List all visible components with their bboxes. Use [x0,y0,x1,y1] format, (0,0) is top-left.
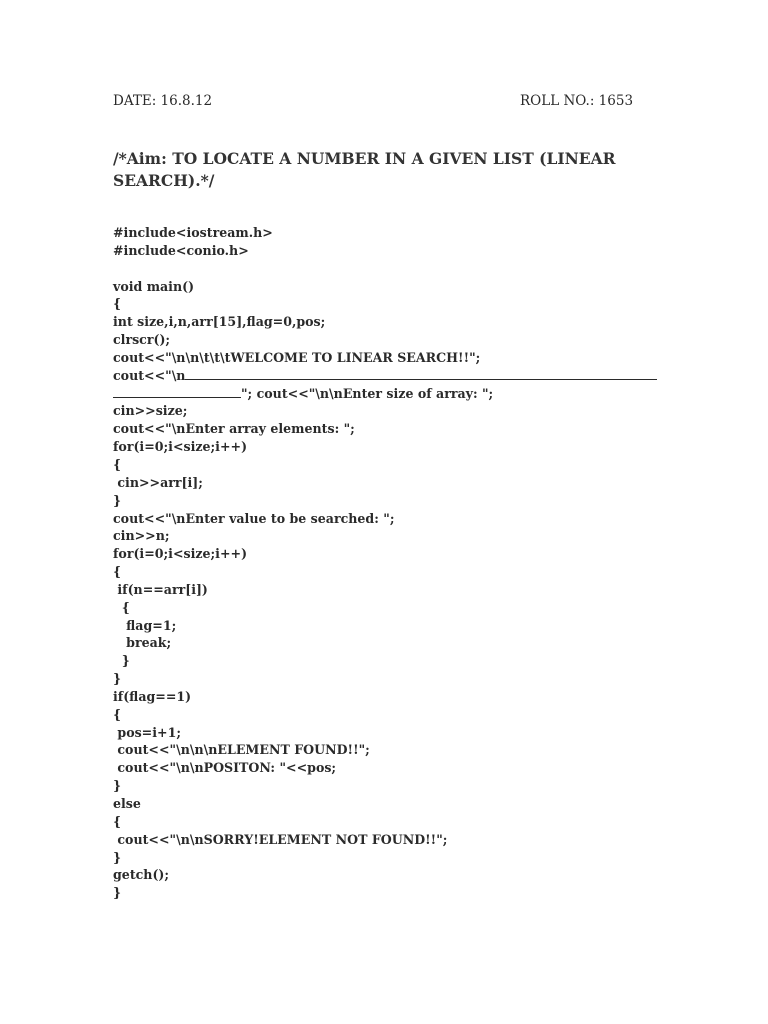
code-line: #include<conio.h> [113,242,249,258]
code-line: int size,i,n,arr[15],flag=0,pos; [113,314,326,330]
code-line: } [113,492,122,508]
aim-line-1: /*Aim: TO LOCATE A NUMBER IN A GIVEN LIST (LINEAR [113,149,616,168]
code-line: } [113,885,122,901]
code-line: if(flag==1) [113,688,192,704]
code-line: cout<<"\n\nSORRY!ELEMENT NOT FOUND!!"; [113,831,448,847]
code-line-underscore-end [113,385,658,403]
aim-line-2: SEARCH).*/ [113,171,215,190]
code-line: { [113,813,122,829]
code-line: if(n==arr[i]) [113,581,208,597]
code-line: void main() [113,278,195,294]
code-line: } [113,671,122,687]
code-line: for(i=0;i<size;i++) [113,546,248,562]
aim-heading [113,148,653,192]
code-line: } [113,849,122,865]
code-line: cin>>n; [113,528,170,544]
code-line: cout<<"\n\n\nELEMENT FOUND!!"; [113,742,370,758]
code-line-blank [113,260,658,278]
code-line: { [113,564,122,580]
code-line: { [113,599,130,615]
code-line: else [113,796,141,811]
date-label: DATE: 16.8.12 [113,93,213,109]
code-line: cout<<"\n\nPOSITON: "<<pos; [113,760,337,776]
code-line: } [113,778,122,794]
code-line: cin>>size; [113,403,188,419]
code-listing [113,224,658,902]
code-line: cout<<"\nEnter array elements: "; [113,421,355,437]
roll-number-label: ROLL NO.: 1653 [520,93,634,109]
code-line: cout<<"\nEnter value to be searched: "; [113,510,395,526]
code-line: pos=i+1; [113,724,181,740]
code-line: for(i=0;i<size;i++) [113,439,248,455]
code-line: { [113,456,122,472]
code-line: } [113,653,130,669]
underline-rule [113,385,241,398]
code-line: getch(); [113,867,170,883]
code-line-underscore-start [113,367,658,385]
code-line: break; [113,635,172,651]
underline-rule [185,367,657,380]
code-text: "; cout<<"\n\nEnter size of array: "; [241,385,494,401]
code-line: clrscr(); [113,332,171,348]
code-line: #include<iostream.h> [113,225,273,240]
code-line: { [113,296,122,312]
code-line: flag=1; [113,617,177,633]
code-text: cout<<"\n [113,367,186,383]
code-line: cout<<"\n\n\t\t\tWELCOME TO LINEAR SEARCH!!"; [113,349,481,365]
code-line: cin>>arr[i]; [113,474,203,490]
code-line: { [113,706,122,722]
